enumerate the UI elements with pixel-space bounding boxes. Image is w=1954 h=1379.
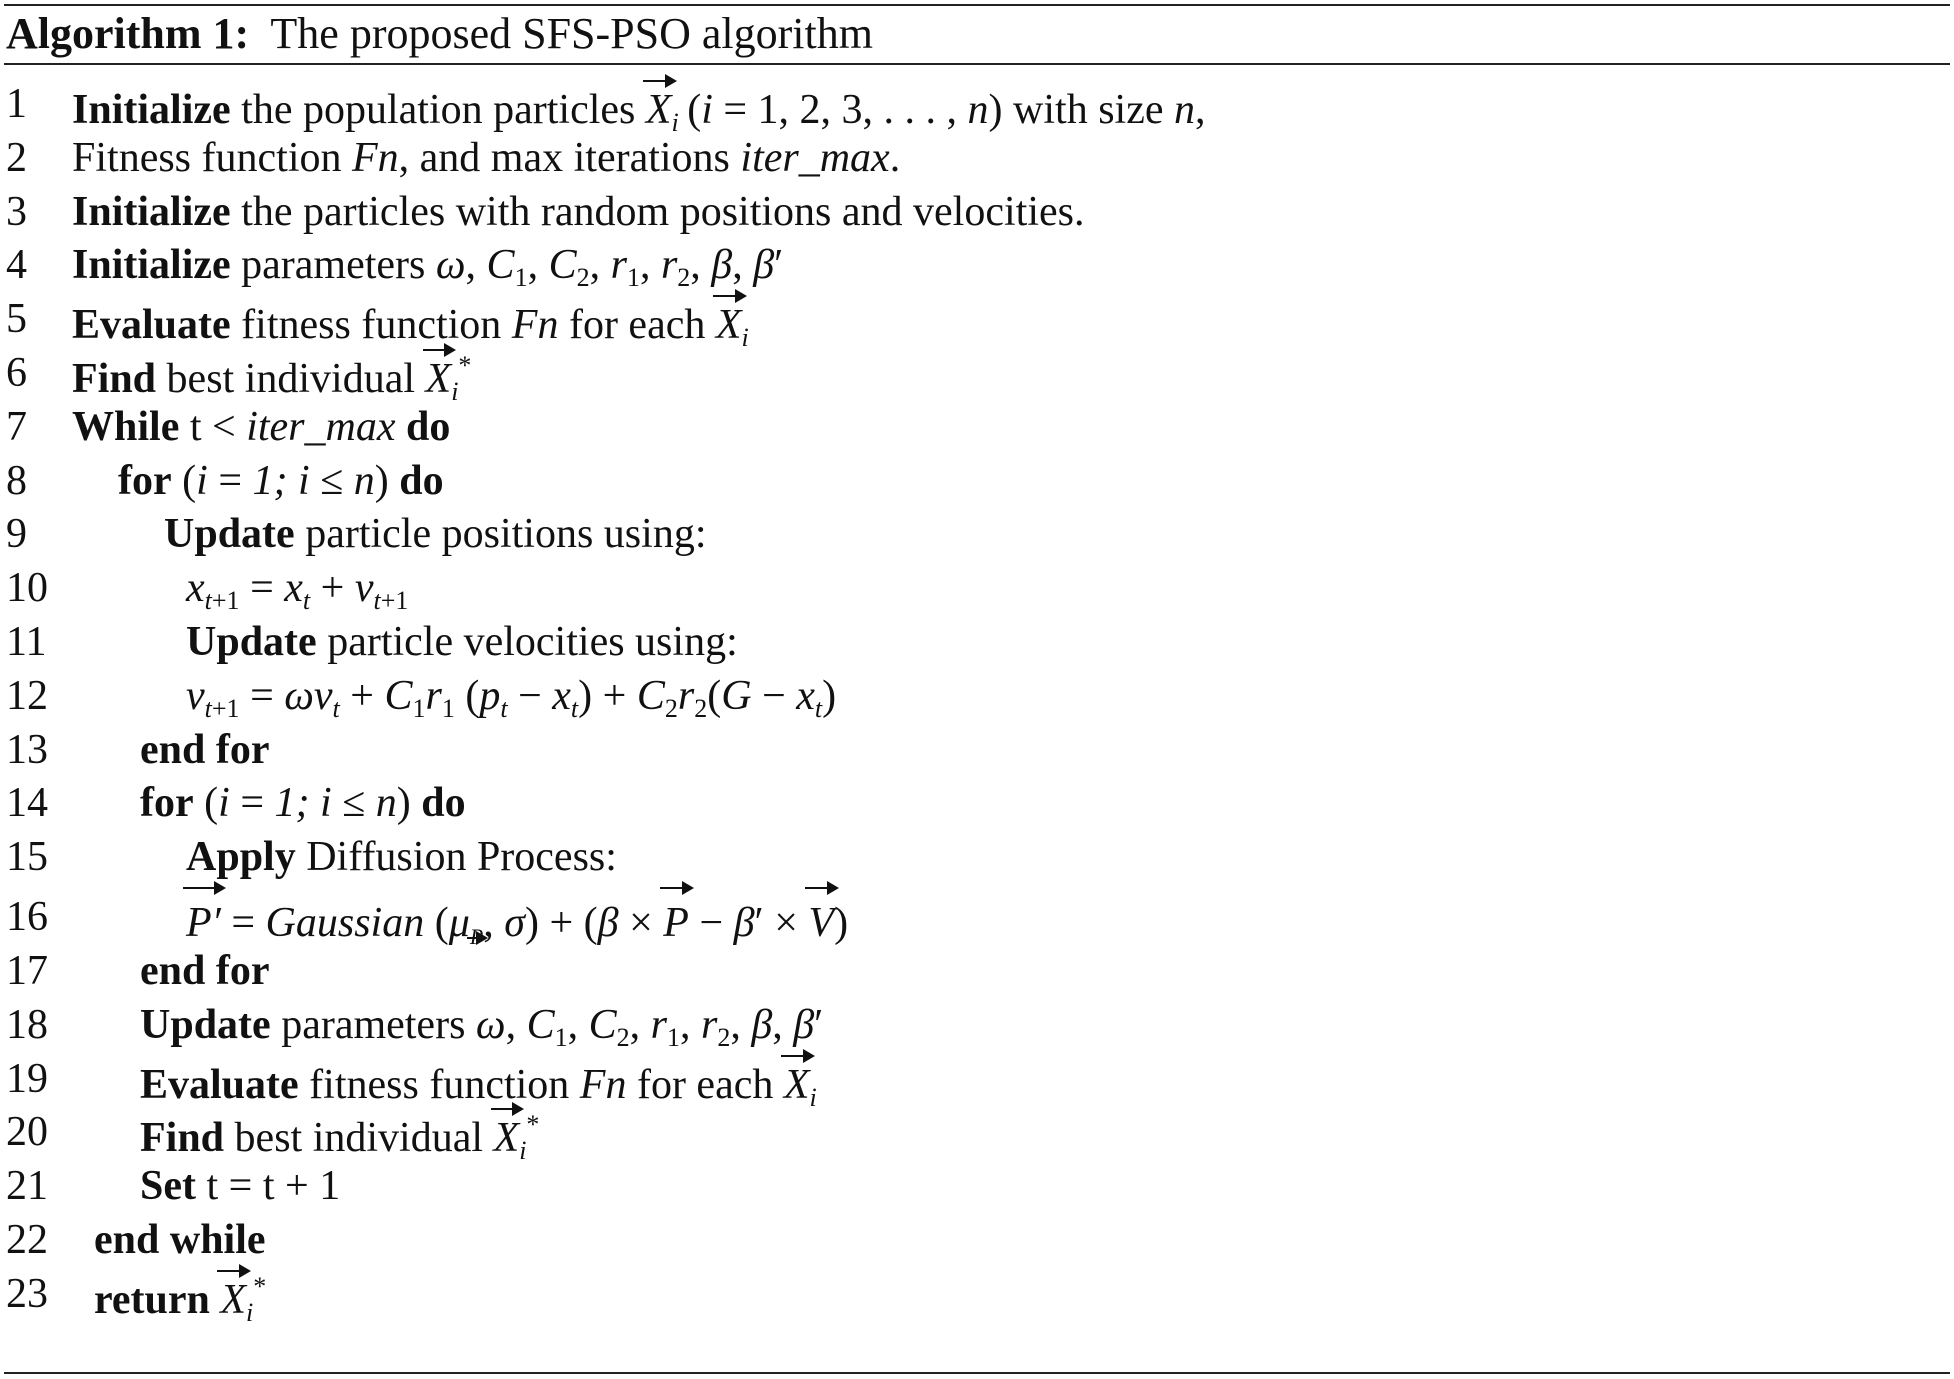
vector-x-symbol: X	[220, 1268, 246, 1328]
algorithm-header	[6, 6, 873, 62]
line-number: 21	[6, 1163, 48, 1210]
vector-p-symbol: P′	[186, 885, 221, 955]
algo-line: 11 Update particle velocities using:	[0, 616, 1954, 670]
algo-line: 4 Initialize parameters ω, $C_1$, $C_2$, $r_1$, $r_2$, β, β′	[0, 239, 1954, 293]
algorithm-label: Algorithm 1:	[6, 9, 250, 58]
algo-line: 9 Update particle positions using:	[0, 508, 1954, 562]
line-number: 16	[6, 893, 48, 940]
line-number: 20	[6, 1109, 48, 1156]
vector-x-symbol: X	[784, 1053, 810, 1113]
algo-line: 6 Find best individual $X_i^*$	[0, 347, 1954, 401]
keyword: do	[421, 780, 466, 827]
vector-x-symbol: X	[646, 78, 672, 138]
algo-line	[0, 562, 1954, 616]
keyword: Evaluate	[140, 1061, 299, 1108]
keyword: Update	[140, 1001, 271, 1048]
algo-line: 21 Set t = t + 1	[0, 1160, 1954, 1214]
vector-x-symbol: X	[494, 1106, 520, 1166]
algo-line: 3 Initialize the particles with random positions and velocities.	[0, 186, 1954, 240]
line-number: 2	[6, 134, 27, 181]
line-number: 22	[6, 1216, 48, 1263]
keyword: Find	[140, 1115, 225, 1162]
keyword: end for	[140, 726, 270, 773]
keyword: Update	[164, 511, 295, 558]
keyword: end for	[140, 947, 270, 994]
line-number: 8	[6, 457, 27, 504]
algo-line: 15 Apply Diffusion Process:	[0, 831, 1954, 885]
algo-line	[0, 1214, 1954, 1268]
keyword: Initialize	[72, 87, 231, 133]
keyword: for	[140, 780, 194, 827]
line-number: 18	[6, 1001, 48, 1048]
line-number: 10	[6, 565, 48, 612]
algo-line: 5 Evaluate fitness function Fn for each $X_i$	[0, 293, 1954, 347]
keyword: Find	[72, 355, 157, 402]
header-rule	[4, 63, 1950, 65]
algo-line	[0, 724, 1954, 778]
algorithm-body	[0, 78, 1954, 1327]
keyword: Update	[186, 618, 317, 665]
algo-line: 23 return $X_i^*$	[0, 1268, 1954, 1322]
line-number: 12	[6, 672, 48, 719]
line-number: 6	[6, 349, 27, 396]
keyword: Initialize	[72, 188, 231, 235]
algo-line	[0, 885, 1954, 949]
algorithm-title: The proposed SFS-PSO algorithm	[270, 9, 873, 58]
line-number: 9	[6, 511, 27, 558]
line-number: 15	[6, 834, 48, 881]
line-number: 5	[6, 296, 27, 343]
equation: P′ = Gaussian ($\mu_P$, σ) + (β × P − β′ × V)	[186, 885, 848, 955]
bottom-rule	[4, 1372, 1950, 1374]
keyword: return	[94, 1276, 210, 1323]
algo-line: 19 Evaluate fitness function Fn for each $X_i$	[0, 1053, 1954, 1107]
line-number: 14	[6, 780, 48, 827]
line-number: 11	[6, 618, 47, 665]
keyword: Set	[140, 1163, 196, 1210]
line-number: 17	[6, 947, 48, 994]
algo-line: 2 Fitness function Fn, and max iterations iter_max.	[0, 132, 1954, 186]
equation: $v_{t+1} = \omega v_t + C_1r_1$ $(p_t - x_t) + C_2r_2(G - x_t)$	[186, 672, 837, 723]
line-number: 4	[6, 242, 27, 289]
line-number: 13	[6, 726, 48, 773]
vector-p-symbol: P	[663, 885, 689, 955]
keyword: for	[118, 457, 172, 504]
algo-line: 14 for (i = 1; i ≤ n) do	[0, 777, 1954, 831]
vector-x-symbol: X	[426, 347, 452, 407]
algo-line: 20 Find best individual $X_i^*$	[0, 1106, 1954, 1160]
algo-line	[0, 945, 1954, 999]
keyword: do	[406, 403, 451, 450]
line-number: 23	[6, 1270, 48, 1317]
algo-line: 8 for (i = 1; i ≤ n) do	[0, 455, 1954, 509]
vector-x-symbol: X	[716, 293, 742, 353]
line-number: 3	[6, 188, 27, 235]
vector-v-symbol: V	[808, 885, 834, 955]
line-number: 1	[6, 81, 27, 127]
keyword: While	[72, 403, 180, 450]
keyword: do	[399, 457, 444, 504]
keyword: Initialize	[72, 242, 231, 289]
algo-line: 18 Update parameters ω, $C_1$, $C_2$, $r_1$, $r_2$, β, β′	[0, 999, 1954, 1053]
algo-line: 1 Initialize the population particles $X_i$ (i = 1, 2, 3, . . . , n) with size n,	[0, 78, 1954, 132]
keyword: Evaluate	[72, 302, 231, 349]
keyword: end while	[94, 1216, 266, 1263]
line-number: 7	[6, 403, 27, 450]
equation: $x_{t+1} = x_t + v_{t+1}$	[186, 565, 409, 616]
line-number: 19	[6, 1055, 48, 1102]
algo-line: 7 While t < iter_max do	[0, 401, 1954, 455]
algo-line	[0, 670, 1954, 724]
keyword: Apply	[186, 834, 296, 881]
